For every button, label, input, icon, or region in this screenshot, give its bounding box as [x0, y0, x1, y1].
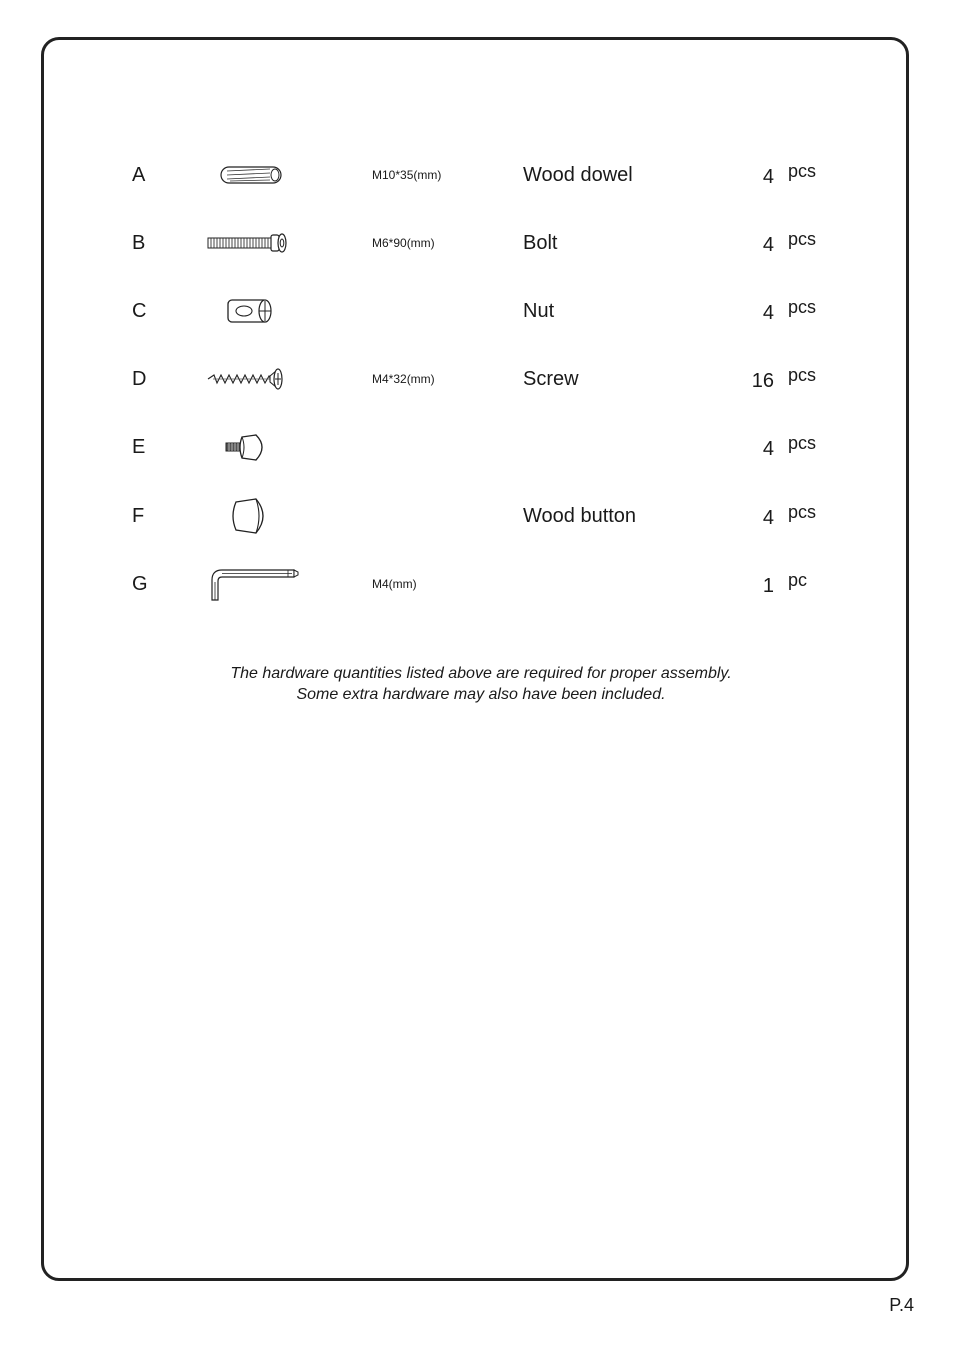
hardware-note-line-2: Some extra hardware may also have been included.: [296, 686, 666, 703]
part-unit: pcs: [788, 502, 817, 522]
part-size: M4(mm): [372, 577, 417, 591]
hardware-note-line-1: The hardware quantities listed above are required for proper assembly.: [230, 665, 732, 682]
hardware-row-a: [0, 155, 954, 195]
part-size: M10*35(mm): [372, 168, 442, 182]
part-quantity: 4: [762, 302, 774, 324]
part-quantity: 4: [762, 166, 774, 188]
screw-icon: [200, 359, 310, 399]
part-quantity: 4: [762, 507, 774, 529]
page-number: P.4: [889, 1295, 914, 1315]
part-unit: pcs: [788, 229, 817, 249]
part-quantity: 4: [762, 438, 774, 460]
part-letter: C: [132, 300, 147, 322]
part-quantity: 4: [762, 234, 774, 256]
hardware-row-b: [0, 223, 954, 263]
barrel-nut-icon: [200, 291, 310, 331]
part-letter: D: [132, 368, 147, 390]
hardware-row-d: [0, 359, 954, 399]
part-name: Wood dowel: [523, 164, 633, 186]
part-letter: E: [132, 436, 146, 458]
allen-key-icon: [200, 564, 310, 604]
part-name: Bolt: [523, 232, 558, 254]
part-name: Wood button: [523, 505, 637, 527]
part-size: M6*90(mm): [372, 236, 435, 250]
part-letter: G: [132, 573, 148, 595]
part-quantity: 16: [751, 370, 774, 392]
hardware-row-e: [0, 427, 954, 467]
wood-dowel-icon: [200, 155, 310, 195]
part-name: Nut: [523, 300, 555, 322]
bolt-icon: [200, 223, 310, 263]
part-unit: pc: [788, 570, 808, 590]
part-unit: pcs: [788, 365, 817, 385]
part-name: Screw: [523, 368, 579, 390]
part-quantity: 1: [762, 575, 774, 597]
part-unit: pcs: [788, 297, 817, 317]
wood-button-icon: [200, 496, 310, 536]
hardware-row-c: [0, 291, 954, 331]
part-letter: F: [132, 505, 145, 527]
glide-foot-icon: [200, 427, 310, 467]
hardware-row-f: [0, 496, 954, 536]
hardware-row-g: [0, 564, 954, 604]
part-letter: B: [132, 232, 146, 254]
part-letter: A: [132, 164, 146, 186]
part-unit: pcs: [788, 161, 817, 181]
part-unit: pcs: [788, 433, 817, 453]
part-size: M4*32(mm): [372, 372, 435, 386]
